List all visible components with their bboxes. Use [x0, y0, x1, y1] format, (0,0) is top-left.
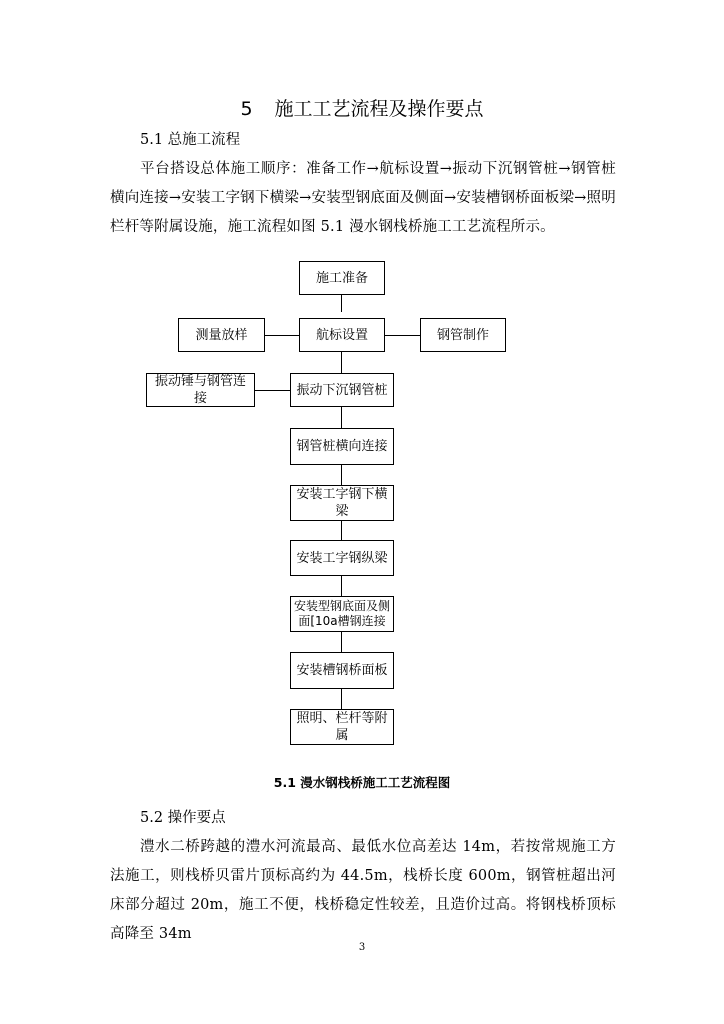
section-5-2-title: 5.2 操作要点 [140, 810, 226, 826]
connector-line [341, 576, 342, 596]
connector-line [255, 390, 290, 391]
section-5-1-title: 5.1 总施工流程 [140, 132, 241, 148]
box-vibro-connect: 振动锤与钢管连接 [146, 373, 255, 407]
connector-line [265, 335, 300, 336]
chapter-number: 5 [240, 98, 253, 120]
section-5-1-paragraph: 平台搭设总体施工顺序：准备工作→航标设置→振动下沉钢管桩→钢管桩横向连接→安装工字钢下横梁→安装型钢底面及侧面→安装槽钢桥面板梁→照明栏杆等附属设施，施工流程如图 5.1 漫水钢栈桥施工工艺流程所示。 [110, 161, 616, 235]
connector-line [384, 335, 420, 336]
box-long-beam: 安装工字钢纵梁 [290, 540, 394, 576]
box-nav: 航标设置 [299, 318, 385, 352]
connector-line [341, 352, 342, 373]
box-steel-make: 钢管制作 [420, 318, 506, 352]
connector-line [341, 407, 342, 428]
chapter-title: 施工工艺流程及操作要点 [274, 98, 484, 120]
box-accessory: 照明、栏杆等附属 [290, 709, 394, 745]
box-lateral: 钢管桩横向连接 [290, 428, 394, 465]
section-5-2-paragraph: 澧水二桥跨越的澧水河流最高、最低水位高差达 14m，若按常规施工方法施工，则栈桥贝雷片顶标高约为 44.5m，栈桥长度 600m，钢管桩超出河床部分超过 20m，施工不便，栈桥稳定性较差，且造价过高。将钢栈桥顶标高降至 34m [110, 839, 616, 942]
figure-caption: 5.1 漫水钢栈桥施工工艺流程图 [273, 775, 451, 790]
box-vibro-sink: 振动下沉钢管桩 [290, 373, 394, 407]
box-deck: 安装槽钢桥面板 [290, 652, 394, 689]
box-prep: 施工准备 [299, 261, 385, 295]
box-bottom-side: 安装型钢底面及侧面[10a槽钢连接 [290, 596, 394, 632]
page-number: 3 [358, 942, 366, 953]
box-survey: 测量放样 [178, 318, 265, 352]
connector-line [341, 465, 342, 485]
box-lower-beam: 安装工字钢下横梁 [290, 485, 394, 521]
connector-line [341, 689, 342, 709]
connector-line [341, 295, 342, 312]
connector-line [341, 632, 342, 652]
connector-line [341, 521, 342, 540]
